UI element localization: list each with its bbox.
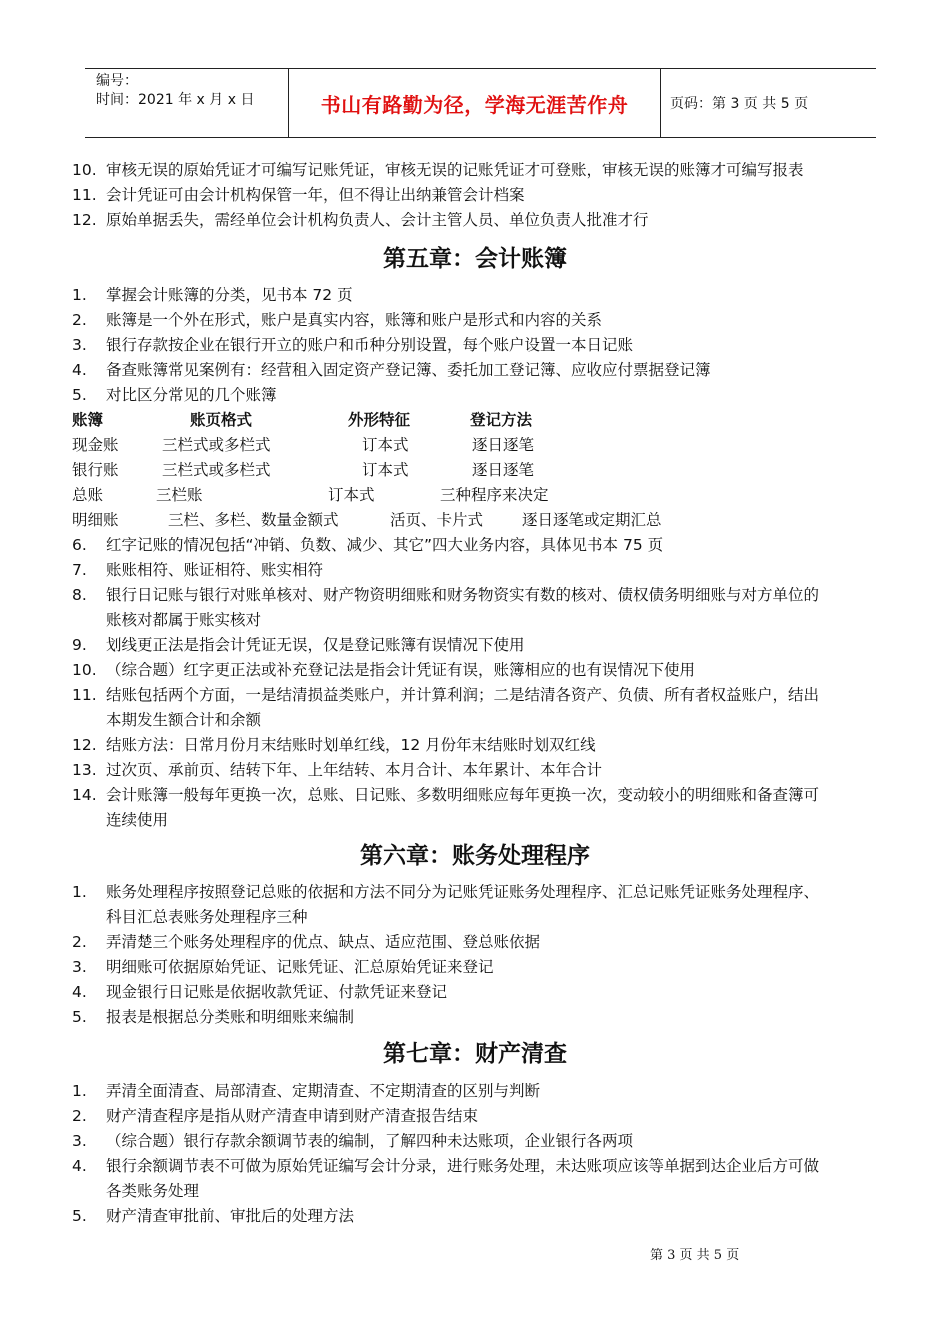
list-item-text: 明细账可依据原始凭证、记账凭证、汇总原始凭证来登记 [106,958,494,976]
list-item-number: 5. [72,1008,87,1026]
list-item-number: 1. [72,286,87,304]
table-header-cell: 账簿 [72,411,104,429]
header-date: 时间：2021 年 x 月 x 日 [96,92,255,108]
list-item-number: 4. [72,983,87,1001]
list-item-text: 会计账簿一般每年更换一次，总账、日记账、多数明细账应每年更换一次，变动较小的明细账和备查簿可 [106,786,820,804]
table-cell: 三种程序来决定 [440,486,549,504]
list-item-number: 4. [72,1157,87,1175]
list-item-continuation-text: 各类账务处理 [106,1182,200,1200]
list-item-text: 原始单据丢失，需经单位会计机构负责人、会计主管人员、单位负责人批准才行 [106,211,649,229]
table-cell: 订本式 [328,486,375,504]
list-item-text: 划线更正法是指会计凭证无误，仅是登记账簿有误情况下使用 [106,636,525,654]
chapter-7-title: 第七章：财产清查 [383,1041,567,1067]
list-item-number: 8. [72,586,87,604]
list-item-number: 1. [72,883,87,901]
list-item-number: 2. [72,311,87,329]
list-item-text: 账账相符、账证相符、账实相符 [106,561,324,579]
list-item-number: 2. [72,933,87,951]
table-cell: 逐日逐笔 [472,461,535,479]
list-item-number: 3. [72,1132,87,1150]
header-page-number: 页码：第 3 页 共 5 页 [670,96,809,112]
list-item-text: 银行余额调节表不可做为原始凭证编写会计分录，进行账务处理，未达账项应该等单据到达企业后方可做 [106,1157,820,1175]
list-item-number: 6. [72,536,87,554]
list-item-number: 5. [72,1207,87,1225]
list-item-number: 12. [72,211,97,229]
list-item-text: 弄清全面清查、局部清查、定期清查、不定期清查的区别与判断 [106,1082,541,1100]
list-item-text: 结账包括两个方面，一是结清损益类账户，并计算利润；二是结清各资产、负债、所有者权益账户，结出 [106,686,820,704]
list-item-text: 财产清查审批前、审批后的处理方法 [106,1207,355,1225]
list-item-text: 备查账簿常见案例有：经营租入固定资产登记簿、委托加工登记簿、应收应付票据登记簿 [106,361,711,379]
table-cell: 三栏、多栏、数量金额式 [168,511,339,529]
list-item-number: 3. [72,336,87,354]
list-item-text: 审核无误的原始凭证才可编写记账凭证，审核无误的记账凭证才可登账，审核无误的账簿才可编写报表 [106,161,804,179]
list-item-text: 掌握会计账簿的分类，见书本 72 页 [106,286,353,304]
table-row [72,458,902,483]
list-item-continuation-text: 本期发生额合计和余额 [106,711,262,729]
table-cell: 活页、卡片式 [390,511,484,529]
table-row [72,508,902,533]
table-header-cell: 账页格式 [190,411,253,429]
page-header [85,68,876,138]
table-cell: 总账 [72,486,104,504]
list-item-continuation-text: 连续使用 [106,811,169,829]
table-row [72,483,902,508]
table-cell: 三栏式或多栏式 [162,461,271,479]
list-item-text: 过次页、承前页、结转下年、上年结转、本月合计、本年累计、本年合计 [106,761,603,779]
list-item-number: 10. [72,661,97,679]
list-item-number: 12. [72,736,97,754]
list-item-number: 2. [72,1107,87,1125]
table-cell: 订本式 [362,436,409,454]
list-item-number: 11. [72,686,97,704]
header-meta [85,69,288,137]
table-cell: 明细账 [72,511,119,529]
list-item-text: 账簿是一个外在形式，账户是真实内容，账簿和账户是形式和内容的关系 [106,311,603,329]
list-item-text: （综合题）红字更正法或补充登记法是指会计凭证有误，账簿相应的也有误情况下使用 [106,661,696,679]
list-item-text: 银行日记账与银行对账单核对、财产物资明细账和财务物资实有数的核对、债权债务明细账与对方单位的 [106,586,820,604]
ledger-table-header [72,408,902,433]
table-cell: 订本式 [362,461,409,479]
list-item-text: （综合题）银行存款余额调节表的编制，了解四种未达账项，企业银行各两项 [106,1132,634,1150]
list-item-text: 财产清查程序是指从财产清查申请到财产清查报告结束 [106,1107,479,1125]
table-cell: 逐日逐笔或定期汇总 [522,511,662,529]
table-cell: 现金账 [72,436,119,454]
table-row [72,433,902,458]
table-cell: 逐日逐笔 [472,436,535,454]
page-footer: 第 3 页 共 5 页 [650,1248,740,1263]
header-motto: 书山有路勤为径，学海无涯苦作舟 [288,69,661,137]
list-item-text: 报表是根据总分类账和明细账来编制 [106,1008,355,1026]
list-item-number: 5. [72,386,87,404]
table-header-cell: 外形特征 [348,411,411,429]
table-cell: 三栏式或多栏式 [162,436,271,454]
list-item-text: 对比区分常见的几个账簿 [106,386,277,404]
list-item-number: 4. [72,361,87,379]
table-header-cell: 登记方法 [470,411,533,429]
table-cell: 银行账 [72,461,119,479]
list-item-text: 弄清楚三个账务处理程序的优点、缺点、适应范围、登总账依据 [106,933,541,951]
list-item-text: 账务处理程序按照登记总账的依据和方法不同分为记账凭证账务处理程序、汇总记账凭证账务处理程序、 [106,883,820,901]
list-item-number: 7. [72,561,87,579]
table-cell: 三栏账 [156,486,203,504]
header-serial: 编号： [96,73,138,89]
chapter-5-title: 第五章：会计账簿 [383,246,567,272]
list-item-text: 会计凭证可由会计机构保管一年，但不得让出纳兼管会计档案 [106,186,525,204]
list-item-number: 11. [72,186,97,204]
list-item-text: 红字记账的情况包括“冲销、负数、减少、其它”四大业务内容，具体见书本 75 页 [106,536,664,554]
list-item-text: 结账方法：日常月份月末结账时划单红线，12 月份年末结账时划双红线 [106,736,596,754]
list-item-number: 14. [72,786,97,804]
list-item-text: 现金银行日记账是依据收款凭证、付款凭证来登记 [106,983,448,1001]
list-item-number: 1. [72,1082,87,1100]
list-item-continuation-text: 科目汇总表账务处理程序三种 [106,908,308,926]
list-item-number: 13. [72,761,97,779]
list-item-number: 10. [72,161,97,179]
list-item-number: 9. [72,636,87,654]
list-item-continuation-text: 账核对都属于账实核对 [106,611,262,629]
list-item-text: 银行存款按企业在银行开立的账户和币种分别设置，每个账户设置一本日记账 [106,336,634,354]
chapter-6-title: 第六章：账务处理程序 [360,843,590,869]
list-item-number: 3. [72,958,87,976]
